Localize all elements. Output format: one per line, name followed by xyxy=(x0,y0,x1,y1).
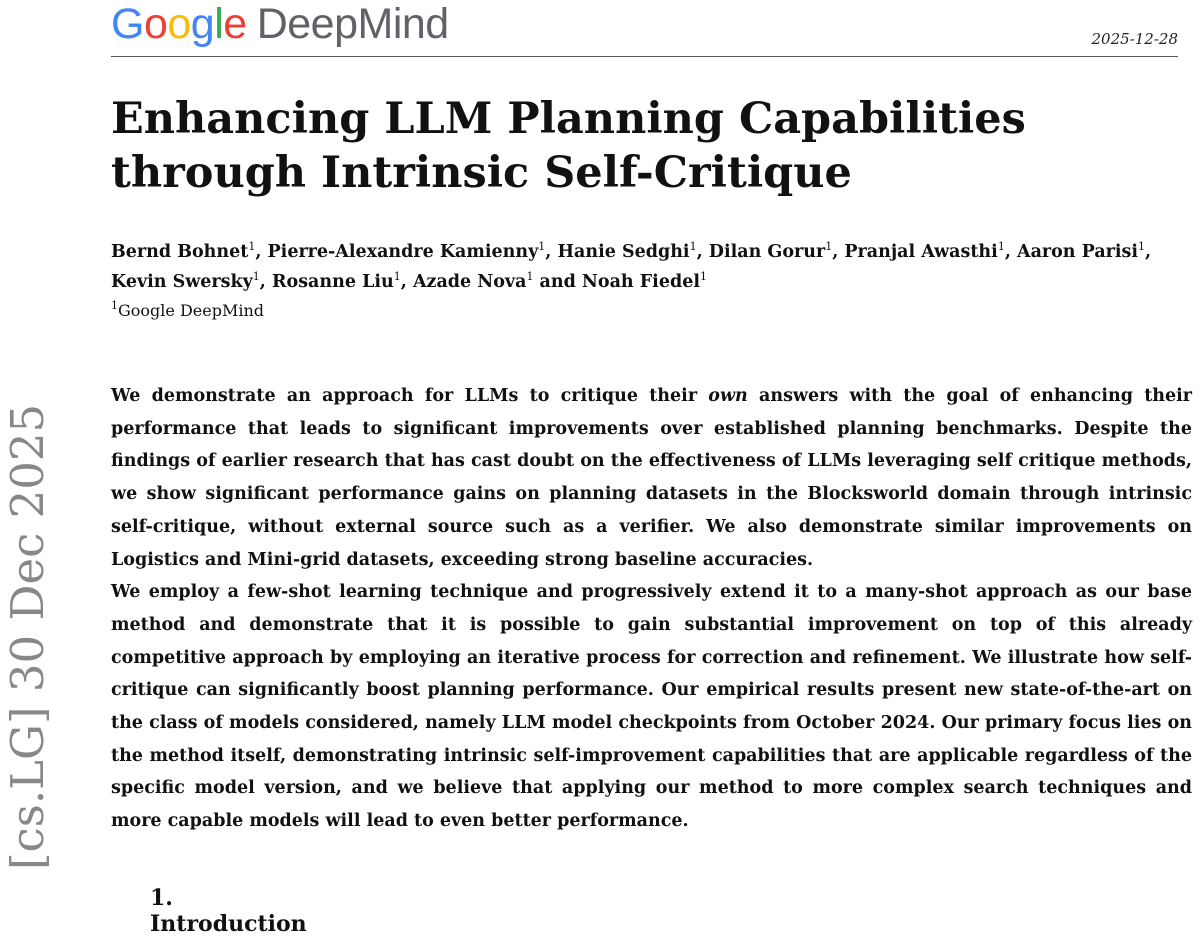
logo-letter-o2: o xyxy=(167,0,191,48)
next-heading-partial xyxy=(150,885,310,937)
logo-letter-g2: g xyxy=(190,0,215,48)
author-affiliation-marker: 1 xyxy=(689,240,697,253)
author-affiliation-marker: 1 xyxy=(699,270,707,283)
paper-date: 2025-12-28 xyxy=(1091,30,1178,48)
next-heading-text: 1. Introduction xyxy=(150,885,307,937)
logo-deepmind-text: DeepMind xyxy=(256,0,449,48)
author xyxy=(582,272,707,292)
author-affiliation-marker: 1 xyxy=(825,240,833,253)
author-name: Noah Fiedel xyxy=(581,272,700,292)
author-name: Rosanne Liu xyxy=(271,272,394,292)
author-affiliation-marker: 1 xyxy=(526,270,534,283)
author-name: Pierre-Alexandre Kamienny xyxy=(267,242,539,262)
author-name: Hanie Sedghi xyxy=(557,242,690,262)
abstract-paragraph-1 xyxy=(111,380,1192,576)
author-name: Bernd Bohnet xyxy=(111,242,249,262)
author-name: Aaron Parisi xyxy=(1017,242,1139,262)
author-name: Pranjal Awasthi xyxy=(844,242,998,262)
abstract-paragraph-2: We employ a few-shot learning technique and progressively extend it to a many-shot approach as our base method and demonstrate that it is possible to gain substantial improvement on top of this already competitive approach by employing an iterative process for correction and refinement. We illustrate how self-critique can significantly boost planning performance. Our empirical results present new state-of-the-art on the class of models considered, namely LLM model checkpoints from October 2024. Our primary focus lies on the method itself, demonstrating intrinsic self-improvement capabilities that are applicable regardless of the specific model version, and we believe that applying our method to more complex search techniques and more capable models will lead to even better performance. xyxy=(111,582,1192,832)
author-name: Azade Nova xyxy=(412,272,527,292)
author-affiliation-marker: 1 xyxy=(997,240,1005,253)
abstract xyxy=(111,380,1192,838)
author xyxy=(413,272,534,292)
author xyxy=(709,242,832,262)
author xyxy=(272,272,401,292)
affiliation xyxy=(111,300,264,322)
author-affiliation-marker: 1 xyxy=(248,240,256,253)
author-affiliation-marker: 1 xyxy=(1138,240,1146,253)
author-name: Dilan Gorur xyxy=(708,242,826,262)
author xyxy=(844,242,1004,262)
affiliation-marker: 1 xyxy=(111,299,118,312)
author xyxy=(557,242,696,262)
author xyxy=(268,242,546,262)
abstract-p1-start: We demonstrate an approach for LLMs to critique their xyxy=(111,386,709,406)
abstract-p1-end: answers with the goal of enhancing their performance that leads to significant improvements over established planning benchmarks. Despite the findings of earlier research that has cast doubt on the effectiveness of LLMs leveraging self critique methods, we show significant performance gains on planning datasets in the Blocksworld domain through intrinsic self-critique, without external source such as a verifier. We also demonstrate similar improvements on Logistics and Mini-grid datasets, exceeding strong baseline accuracies. xyxy=(111,386,1192,570)
google-deepmind-logo xyxy=(111,0,449,48)
author-list: Bernd Bohnet$^1$, Pierre-Alexandre Kamienny$^1$, Hanie Sedghi$^1$, Dilan Gorur$^1$, Pranjal Awasthi$^1$, Aaron Parisi$^1$, Kevin Swersky$^1$, Rosanne Liu$^1$, Azade Nova$^1$ and Noah Fiedel$^1$ xyxy=(111,240,1152,292)
author-affiliation-marker: 1 xyxy=(252,270,260,283)
header-rule xyxy=(111,56,1178,57)
logo-letter-g: G xyxy=(111,0,144,48)
author xyxy=(111,272,260,292)
author-affiliation-marker: 1 xyxy=(393,270,401,283)
affiliation-name: Google DeepMind xyxy=(118,301,265,320)
author xyxy=(111,242,255,262)
logo-letter-l: l xyxy=(214,0,224,48)
author-affiliation-marker: 1 xyxy=(538,240,546,253)
logo-letter-e: e xyxy=(223,0,247,48)
arxiv-side-stamp: [cs.LG] 30 Dec 2025 xyxy=(1,403,54,870)
logo-letter-o1: o xyxy=(143,0,168,48)
author xyxy=(1017,242,1145,262)
author-name: Kevin Swersky xyxy=(111,272,253,292)
abstract-p1-emphasis: own xyxy=(708,386,748,406)
paper-title: Enhancing LLM Planning Capabilities through Intrinsic Self-Critique xyxy=(111,94,1026,198)
